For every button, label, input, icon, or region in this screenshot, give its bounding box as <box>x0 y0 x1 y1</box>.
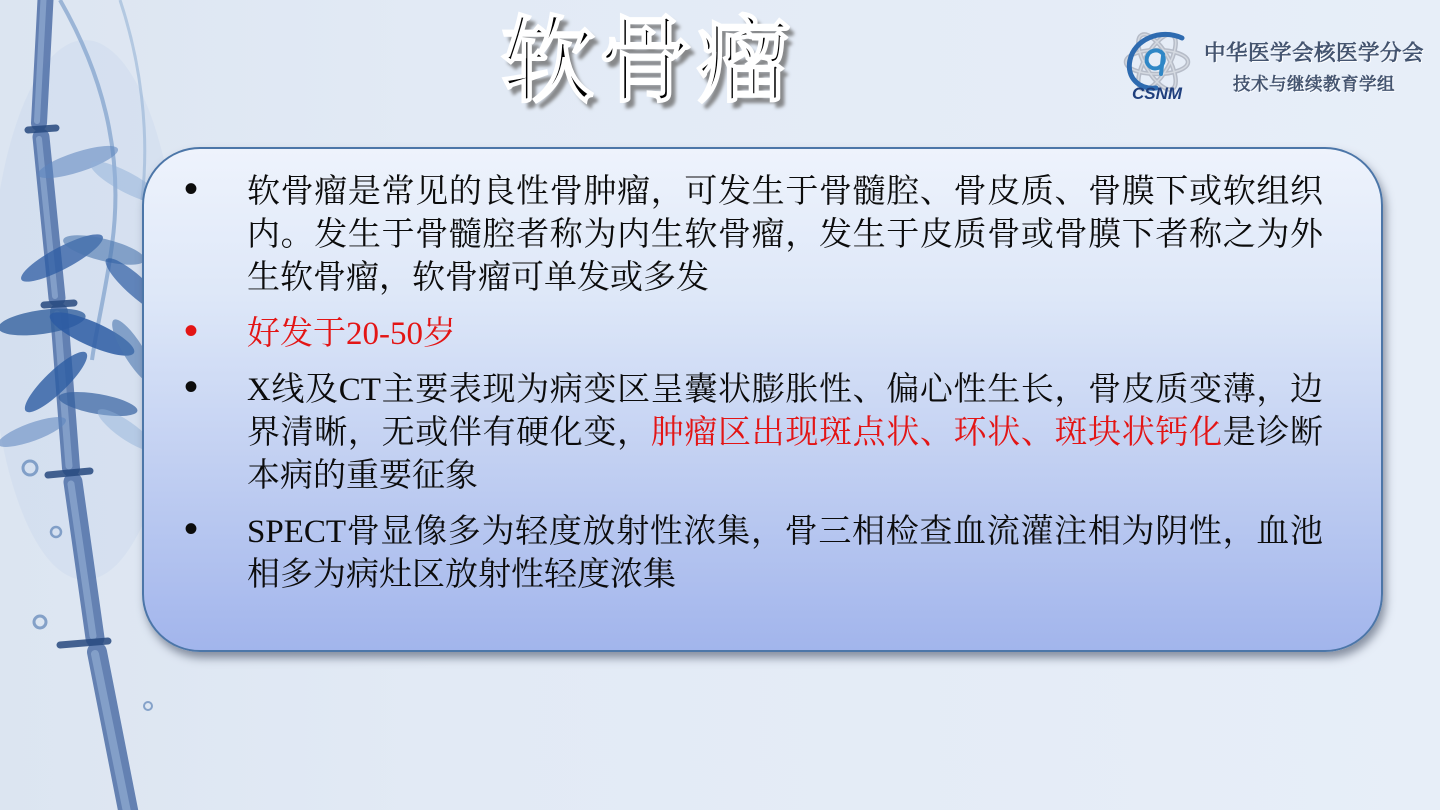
csnm-acronym: CSNM <box>1131 84 1183 103</box>
bullet-dot: • <box>184 167 199 211</box>
bullet-item-overview <box>144 167 1323 300</box>
bullet-dot: • <box>184 309 199 353</box>
bullet-item-spect <box>144 507 1323 597</box>
bullet-item-xray-ct <box>144 365 1324 498</box>
bullet-text: 软骨瘤是常见的良性骨肿瘤，可发生于骨髓腔、骨皮质、骨膜下或软组织内。发生于骨髓腔者称为内生软骨瘤，发生于皮质骨或骨膜下者称之为外生软骨瘤，软骨瘤可单发或多发 <box>247 174 1323 296</box>
org-name: 中华医学会核医学分会 <box>1203 41 1424 65</box>
org-logo <box>1116 26 1424 106</box>
content-panel <box>142 147 1383 652</box>
csnm-atom-icon <box>1116 26 1198 106</box>
page-title: 软骨瘤 <box>500 8 795 113</box>
bullet-text-segment-highlight: 肿瘤区出现斑点状、环状、斑块状钙化 <box>650 415 1223 451</box>
bullet-dot: • <box>184 507 199 551</box>
org-subgroup: 技术与继续教育学组 <box>1232 74 1395 94</box>
bullet-text: SPECT骨显像多为轻度放射性浓集，骨三相检查血流灌注相为阴性，血池相多为病灶区放射性轻度浓集 <box>247 514 1323 593</box>
bullet-item-age <box>144 309 1323 356</box>
bullet-text: 好发于20-50岁 <box>247 316 456 352</box>
org-logo-text <box>1204 36 1424 96</box>
bullet-dot: • <box>184 365 199 409</box>
bullet-text-segment: 是诊断本病的重要征象 <box>247 415 1324 494</box>
bullet-text-segment: X线及CT主要表现为病变区呈囊状膨胀性、偏心性生长，骨皮质变薄，边界清晰，无或伴有硬化变， <box>247 372 1323 451</box>
